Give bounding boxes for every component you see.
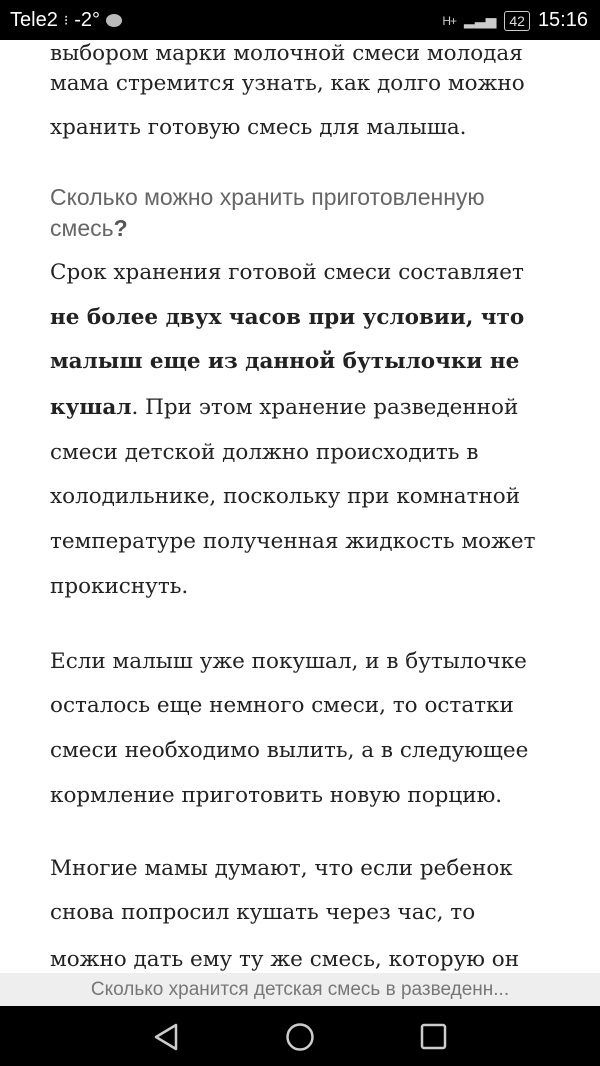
clock: 15:16 [537, 9, 588, 31]
status-bar [0, 0, 600, 40]
text-line [50, 393, 518, 423]
temperature: -2° [74, 9, 101, 31]
steps-icon: ⁝ [63, 12, 69, 28]
text-line: Срок хранения готовой смеси составляет [50, 260, 524, 285]
text-line: смеси необходимо вылить, а в следующее [50, 738, 529, 763]
text: . При этом хранение разведенной [131, 395, 519, 420]
back-icon[interactable] [152, 1022, 180, 1056]
network-type: H+ [442, 13, 457, 28]
heading-text: смесь [50, 215, 114, 241]
text-line: мама стремится узнать, как долго можно [50, 71, 525, 96]
text-line: снова попросил кушать через час, то [50, 900, 476, 925]
text-line: Если малыш уже покушал, и в бутылочке [50, 649, 527, 674]
text-line: кормление приготовить новую порцию. [50, 783, 503, 808]
message-icon [106, 14, 122, 27]
section-heading: Сколько можно хранить приготовленную [50, 184, 485, 210]
text-line: можно дать ему ту же смесь, которую он [50, 947, 520, 972]
text-line: температуре полученная жидкость может [50, 529, 536, 554]
bold-text: кушал [50, 395, 132, 420]
recents-icon[interactable] [420, 1022, 448, 1056]
text-line: хранить готовую смесь для малыша. [50, 115, 467, 140]
text-line: прокиснуть. [50, 574, 189, 599]
text-line: выбором марки молочной смеси молодая [50, 41, 523, 66]
battery: 42 [504, 11, 530, 31]
text-line: Многие мамы думают, что если ребенок [50, 856, 513, 881]
section-heading [50, 213, 128, 243]
text-line: малыш еще из данной бутылочки не [50, 349, 520, 374]
home-icon[interactable] [285, 1022, 315, 1056]
navigation-bar [0, 1006, 600, 1066]
text-line: осталось еще немного смеси, то остатки [50, 693, 514, 718]
heading-text: ? [113, 215, 128, 241]
text-line: не более двух часов при условии, что [50, 305, 525, 330]
text-line: смеси детской должно происходить в [50, 440, 479, 465]
carrier: Tele2 [10, 9, 58, 31]
text-line: холодильнике, поскольку при комнатной [50, 484, 521, 509]
page-title-bar[interactable]: Сколько хранится детская смесь в разведенн... [0, 973, 600, 1006]
signal-icon: ▂▃▅ [464, 12, 497, 28]
